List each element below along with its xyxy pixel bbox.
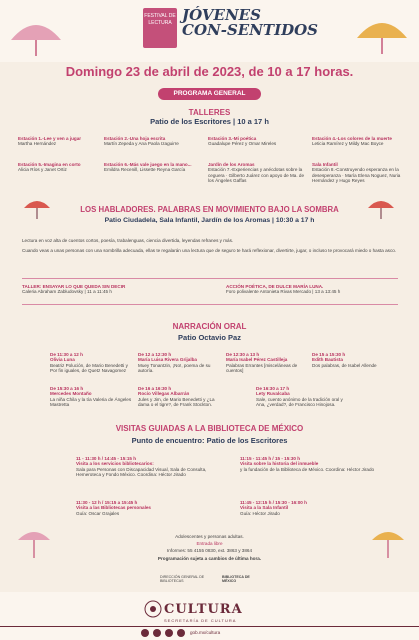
brand-title-line2: CON-SENTIDOS — [182, 21, 319, 39]
habladores-title: LOS HABLADORES. PALABRAS EN MOVIMIENTO BAJO LA SOMBRA — [80, 205, 339, 214]
book-decoration-icon — [368, 520, 408, 560]
station-4: Estación 4.-Los colores de la muerte Leticia Ramírez y Mildy Mac Boyce — [312, 136, 392, 147]
station-6: Estación 6.-Más vale juego en la mano... Emildra Recenill, Lissette Reyna García — [104, 162, 192, 173]
cultura-sub: SECRETARÍA DE CULTURA — [164, 618, 237, 623]
narracion-item: De 16 a 16:30 h Rocío Villegas Albarrán Jules y Jim, de Mario Benedetti y ¿La dama o el tigre?, de Frank Stockton. — [138, 386, 215, 408]
talleres-title: TALLERES — [188, 108, 231, 117]
station-7: Jardín de los Aromas Estación 7.-Experiencias y anécdotas sobre la ceguera · Gilberto Juárez con apoyo de Ma. de los Ángeles Gaffas — [208, 162, 305, 184]
visita-item: 11:45 - 12:15 h / 15:30 - 16:00 h Visita a la Sala Infantil Guía: Héctor Jirado — [240, 500, 307, 516]
audience: Adolescentes y personas adultas. — [175, 534, 244, 539]
footer-rule — [0, 626, 419, 627]
program-label: PROGRAMA GENERAL — [158, 88, 261, 100]
taller-box: TALLER: ENSAYAR LO QUE QUEDA SIN DECIR Caleria Abraham Zabludovsky | 11 a 11:45 h — [22, 284, 126, 295]
station-5: Estación 5.-Imagina en corto Alicia Ríos y Janet Ortiz — [18, 162, 81, 173]
narracion-item: De 12 a 12:30 h María Luisa Rivera Grijalba Muey Tonantzin, ¡No!, poema de su autoría. — [138, 352, 211, 374]
station-8: Sala Infantil Estación 8.-Construyendo esperanza en la desesperanza · María Elena Noguez, Nuria Hernández y Hugo Reyes — [312, 162, 401, 184]
paper-umbrella-decoration-icon — [352, 8, 412, 56]
divider — [22, 278, 398, 279]
cultura-logo: CULTURA — [164, 602, 243, 617]
talleres-subtitle: Patio de los Escritores | 10 a 17 h — [150, 117, 269, 126]
station-1: Estación 1.-Lee y ven a jugar Martha Hernández — [18, 136, 82, 147]
bm-logo: BIBLIOTECA DE MÉXICO — [222, 575, 250, 583]
station-2: Estación 2.-Una hoja escrita Martín Zepeda y Ana Paola Izaguirre — [104, 136, 179, 147]
narracion-item: De 16:30 a 17 h Lety Ruvalcaba Sale, cuento anónimo de la tradición oral y Ana, ¿verdad?, de Francisco Hinojosa. — [256, 386, 343, 408]
narracion-item: De 15 a 15:30 h Edith Bautista Dos palabras, de Isabel Allende — [312, 352, 377, 368]
visitas-subtitle: Punto de encuentro: Patio de los Escritores — [131, 436, 288, 445]
visita-item: 11 - 11:30 h / 14:45 - 15:15 h Visita a los servicios bibliotecarios: Sala para Personas con Discapacidad Visual, Sala de Consulta, Hemeroteca y Fondo México. Coordina: Héctor Jirado — [76, 456, 207, 478]
brand-title — [182, 8, 318, 38]
header — [0, 0, 419, 62]
paper-umbrella-decoration-icon — [6, 10, 66, 58]
narracion-title: NARRACIÓN ORAL — [172, 322, 247, 331]
station-3: Estación 3.-Mi poética Guadalupe Pérez y Omar Mireles — [208, 136, 277, 147]
narracion-item: De 12:30 a 13 h María Isabel Pérez Castilleja Palabras Errantes [misceláneas de cuentos] — [226, 352, 298, 374]
cultura-url[interactable]: gob.mx/cultura — [190, 630, 221, 635]
habladores-para-2: Cuando veas a unas personas con una sombrilla adecuada, ellas te regalarán una lectura que de seguro te hará reflexionar, divertirte, jugar, o incluso te provocará miedo o hasta asco. — [22, 248, 397, 253]
visita-item: 11:15 - 11:45 h / 15 - 15:30 h Visita sobre la historia del inmueble y la fundación de la Biblioteca de México. Coordina: Héctor Jirado — [240, 456, 375, 472]
habladores-subtitle: Patio Ciudadela, Sala Infantil, Jardín de los Aromas | 10:30 a 17 h — [104, 217, 315, 224]
informes: Informes: 55 4155 0830, ext. 3863 y 3864 — [166, 548, 253, 553]
visitas-title: VISITAS GUIADAS A LA BIBLIOTECA DE MÉXICO — [115, 424, 304, 433]
narracion-subtitle: Patio Octavio Paz — [178, 333, 241, 342]
divider — [22, 304, 398, 305]
narracion-item: De 11:30 a 12 h Olivia Luna Beatriz Polución, de Mario Benedetti y Por fin iguales, de Quetz Navagomez — [50, 352, 128, 374]
brand-title-line1: JÓVENES — [182, 6, 261, 24]
event-date: Domingo 23 de abril de 2023, de 10 a 17 horas. — [65, 64, 354, 79]
entry-free: Entrada libre — [196, 541, 223, 546]
social-media-icons — [140, 628, 186, 638]
narracion-item: De 15:30 a 16 h Mercedes Montaño La niña Chila y la tía Valeria de Ángeles Mastretta — [50, 386, 132, 408]
book-decoration-icon — [14, 520, 54, 560]
national-seal-icon — [144, 600, 162, 618]
schedule-notice: Programación sujeta a cambios de última hora. — [157, 556, 262, 561]
accion-box: ACCIÓN POÉTICA, DE DULCE MARÍA LUNA. Foro polivalente Antonieta Rivas Mercado | 13 a 13:45 h — [226, 284, 341, 295]
festival-badge: FESTIVAL DE LECTURA — [143, 8, 177, 48]
dgb-logo: DIRECCIÓN GENERAL DE BIBLIOTECAS — [160, 575, 205, 583]
visita-item: 11:30 - 12 h / 15:15 a 15:45 h Visita a las Bibliotecas personales Guía: Oscar Grajales — [76, 500, 151, 516]
habladores-para-1: Lectura en voz alta de cuentos cortos, poesía, trabalenguas, ciencia divertida, leyendas refranes y más. — [22, 238, 234, 243]
